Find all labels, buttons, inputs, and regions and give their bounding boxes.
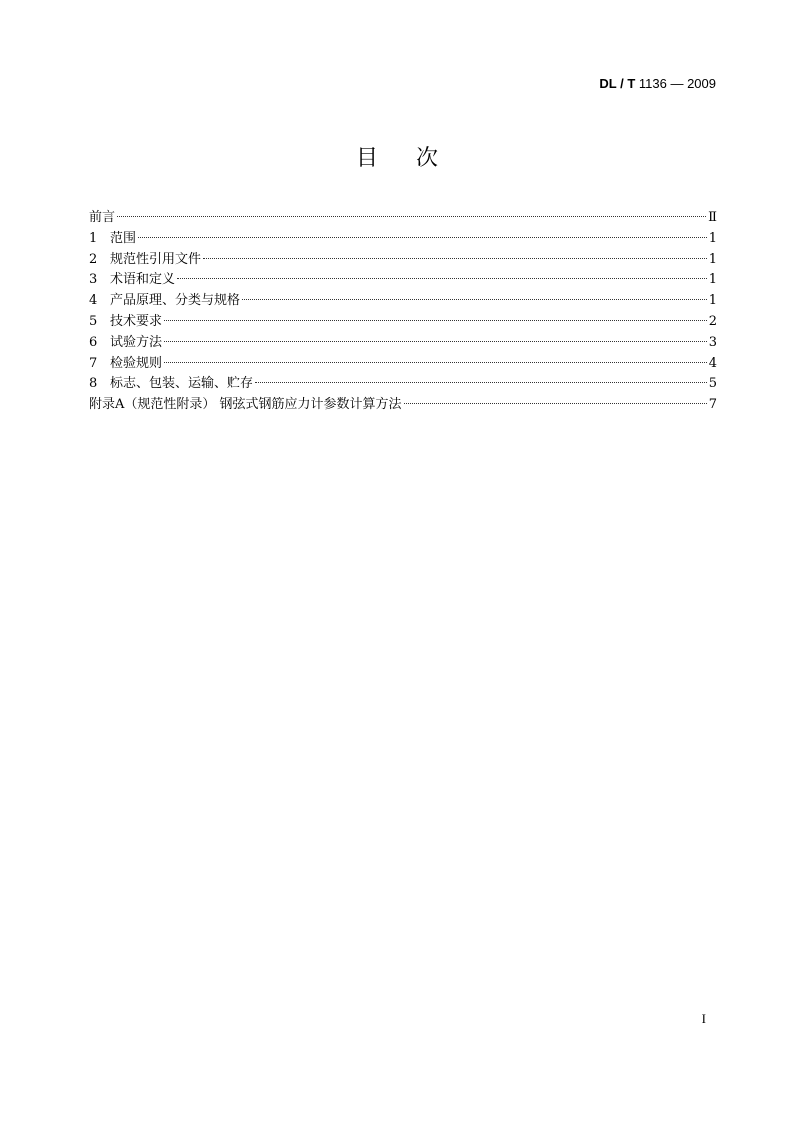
toc-entry-label: 技术要求 — [110, 313, 163, 329]
toc-entry-label: 标志、包装、运输、贮存 — [110, 376, 254, 392]
toc-dot-leader — [255, 382, 707, 383]
toc-dot-leader — [177, 278, 707, 279]
toc-entry-label: 检验规则 — [110, 355, 163, 371]
toc-entry-number: 3 — [89, 272, 98, 288]
toc-entry-page: 7 — [708, 397, 717, 413]
toc-dot-leader — [242, 299, 707, 300]
toc-entry-label: 试验方法 — [110, 334, 163, 350]
toc-entry-number: 2 — [89, 251, 98, 267]
toc-dot-leader — [138, 237, 707, 238]
toc-entry-label: 附录A（规范性附录） 钢弦式钢筋应力计参数计算方法 — [89, 397, 402, 413]
toc-dot-leader — [164, 362, 707, 363]
toc-entry-label: 前言 — [89, 210, 116, 225]
page-number: I — [701, 1011, 706, 1026]
toc-dot-leader — [164, 320, 707, 321]
standard-code-number: 1136 — 2009 — [635, 76, 716, 91]
toc-entry-7[interactable] — [89, 354, 717, 375]
toc-entry-2[interactable] — [89, 250, 717, 271]
toc-dot-leader — [117, 216, 706, 217]
toc-entry-page: 3 — [708, 334, 717, 350]
toc-dot-leader — [203, 258, 707, 259]
toc-entry-4[interactable] — [89, 291, 717, 312]
toc-entry-label: 产品原理、分类与规格 — [110, 293, 241, 309]
toc-dot-leader — [404, 403, 707, 404]
toc-entry-number: 8 — [89, 376, 98, 392]
toc-entry-page: 1 — [708, 251, 717, 267]
toc-entry-1[interactable] — [89, 229, 717, 250]
toc-entry-6[interactable] — [89, 333, 717, 354]
toc-entry-8[interactable] — [89, 374, 717, 395]
toc-entry-number: 5 — [89, 313, 98, 329]
standard-code — [599, 76, 716, 91]
toc-entry-foreword[interactable] — [89, 208, 717, 229]
toc-entry-page: Ⅱ — [708, 210, 717, 225]
toc-entry-page: 2 — [708, 313, 717, 329]
toc-entry-5[interactable] — [89, 312, 717, 333]
toc-dot-leader — [164, 341, 707, 342]
toc-entry-number: 6 — [89, 334, 98, 350]
toc-entry-label: 范围 — [110, 230, 137, 246]
table-of-contents — [89, 208, 717, 416]
toc-entry-page: 1 — [708, 230, 717, 246]
toc-entry-3[interactable] — [89, 270, 717, 291]
toc-entry-page: 1 — [708, 272, 717, 288]
toc-title: 目次 — [355, 146, 476, 171]
toc-entry-number: 1 — [89, 230, 98, 246]
toc-entry-page: 5 — [708, 376, 717, 392]
standard-code-prefix: DL / T — [599, 76, 636, 91]
toc-entry-number: 7 — [89, 355, 98, 371]
toc-entry-page: 1 — [708, 293, 717, 309]
toc-entry-label: 术语和定义 — [110, 272, 176, 288]
toc-entry-label: 规范性引用文件 — [110, 251, 202, 267]
toc-entry-appendix-a[interactable] — [89, 395, 717, 416]
toc-entry-number: 4 — [89, 293, 98, 309]
toc-entry-page: 4 — [708, 355, 717, 371]
